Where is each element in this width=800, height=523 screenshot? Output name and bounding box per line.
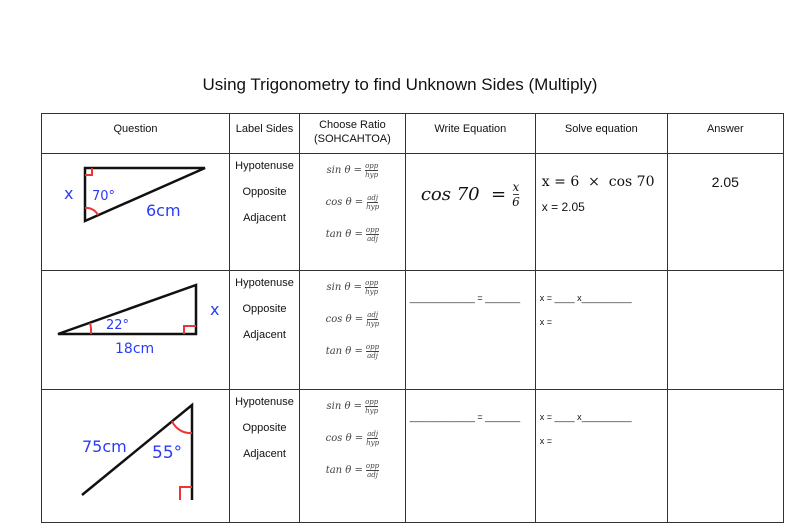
ratio-den: hyp xyxy=(365,287,379,296)
header-answer: Answer xyxy=(667,114,783,154)
ratio-fn: tan θ = xyxy=(325,464,363,476)
label-sides-cell xyxy=(230,390,300,523)
question-diagram xyxy=(42,271,230,390)
ratio-den: adj xyxy=(367,470,378,479)
sin-ratio xyxy=(300,271,405,303)
ratio-num: opp xyxy=(365,461,380,470)
solve-step-2: x = xyxy=(539,317,553,327)
table-row xyxy=(42,390,784,523)
equation-lhs: cos 70 = xyxy=(420,183,507,205)
table-row xyxy=(42,271,784,390)
ratio-den: hyp xyxy=(366,319,380,328)
ratio-num: opp xyxy=(365,342,380,351)
header-choose-ratio: Choose Ratio (SOHCAHTOA) xyxy=(300,114,406,154)
cos-ratio xyxy=(300,422,405,454)
tan-ratio xyxy=(300,335,405,367)
hypotenuse-label: Hypotenuse xyxy=(235,277,294,289)
ratio-num: adj xyxy=(367,193,379,202)
ratio-cell xyxy=(300,154,406,271)
adjacent-label: Adjacent xyxy=(243,212,286,224)
ratio-fn: tan θ = xyxy=(325,345,363,357)
header-question: Question xyxy=(42,114,230,154)
triangle-diagram xyxy=(42,154,230,250)
header-solve-equation: Solve equation xyxy=(535,114,667,154)
adjacent-label: Adjacent xyxy=(243,448,286,460)
answer-cell[interactable] xyxy=(667,390,783,523)
ratio-den: hyp xyxy=(365,406,379,415)
ratio-num: opp xyxy=(365,397,379,406)
header-label-sides: Label Sides xyxy=(230,114,300,154)
sin-ratio xyxy=(300,390,405,422)
cos-ratio xyxy=(300,186,405,218)
hypotenuse-label: Hypotenuse xyxy=(235,396,294,408)
side-length-label: 75cm xyxy=(82,437,127,456)
ratio-cell xyxy=(300,390,406,523)
side-length-label: 6cm xyxy=(146,201,181,220)
adjacent-label: Adjacent xyxy=(243,329,286,341)
solve-cell[interactable] xyxy=(535,390,667,523)
table-row xyxy=(42,154,784,271)
ratio-fn: cos θ = xyxy=(325,313,364,325)
equation-cell[interactable]: _____________ = _______ xyxy=(405,271,535,390)
question-diagram xyxy=(42,154,230,271)
sin-ratio xyxy=(300,154,405,186)
unknown-side-label: x xyxy=(210,300,220,319)
header-write-equation: Write Equation xyxy=(405,114,535,154)
equation-cell[interactable]: _____________ = _______ xyxy=(405,390,535,523)
cos-ratio xyxy=(300,303,405,335)
worksheet-title: Using Trigonometry to find Unknown Sides (Multiply) xyxy=(202,75,598,94)
angle-label: 22° xyxy=(106,318,130,333)
ratio-den: adj xyxy=(367,351,378,360)
ratio-den: hyp xyxy=(365,170,379,179)
ratio-den: hyp xyxy=(366,202,380,211)
ratio-cell xyxy=(300,271,406,390)
ratio-num: opp xyxy=(365,161,379,170)
solve-cell[interactable] xyxy=(535,271,667,390)
solve-step-1: x = ____ x__________ xyxy=(539,412,632,422)
tan-ratio xyxy=(300,454,405,486)
triangle-diagram xyxy=(42,271,230,367)
equation-den: 6 xyxy=(512,194,520,209)
solve-step-1: x = ____ x__________ xyxy=(539,293,632,303)
angle-label: 55° xyxy=(152,443,183,463)
side-length-label: 18cm xyxy=(115,341,155,357)
solve-step-2: x = xyxy=(539,436,553,446)
ratio-den: hyp xyxy=(366,438,380,447)
opposite-label: Opposite xyxy=(242,186,287,198)
ratio-num: opp xyxy=(365,225,380,234)
angle-label: 70° xyxy=(92,189,116,204)
ratio-num: adj xyxy=(367,429,379,438)
ratio-fn: sin θ = xyxy=(326,281,363,293)
solve-cell xyxy=(535,154,667,271)
ratio-fn: cos θ = xyxy=(325,432,364,444)
ratio-den: adj xyxy=(367,234,378,243)
equation-cell xyxy=(405,154,535,271)
question-diagram xyxy=(42,390,230,523)
opposite-label: Opposite xyxy=(242,422,287,434)
ratio-fn: cos θ = xyxy=(325,196,364,208)
ratio-num: opp xyxy=(365,278,379,287)
answer-cell[interactable] xyxy=(667,271,783,390)
answer-cell: 2.05 xyxy=(667,154,783,271)
ratio-fn: sin θ = xyxy=(326,164,363,176)
unknown-side-label: x xyxy=(64,184,74,203)
triangle-diagram xyxy=(42,390,230,500)
ratio-num: adj xyxy=(367,310,379,319)
tan-ratio xyxy=(300,218,405,250)
ratio-fn: tan θ = xyxy=(325,228,363,240)
label-sides-cell xyxy=(230,271,300,390)
opposite-label: Opposite xyxy=(242,303,287,315)
trig-table xyxy=(41,113,784,523)
hypotenuse-label: Hypotenuse xyxy=(235,160,294,172)
equation-num: x xyxy=(512,179,520,194)
header-row xyxy=(42,114,784,154)
ratio-fn: sin θ = xyxy=(326,400,363,412)
solve-step-2: x = 2.05 xyxy=(541,200,585,214)
label-sides-cell xyxy=(230,154,300,271)
solve-step-1: x = 6 × cos 70 xyxy=(541,174,655,190)
